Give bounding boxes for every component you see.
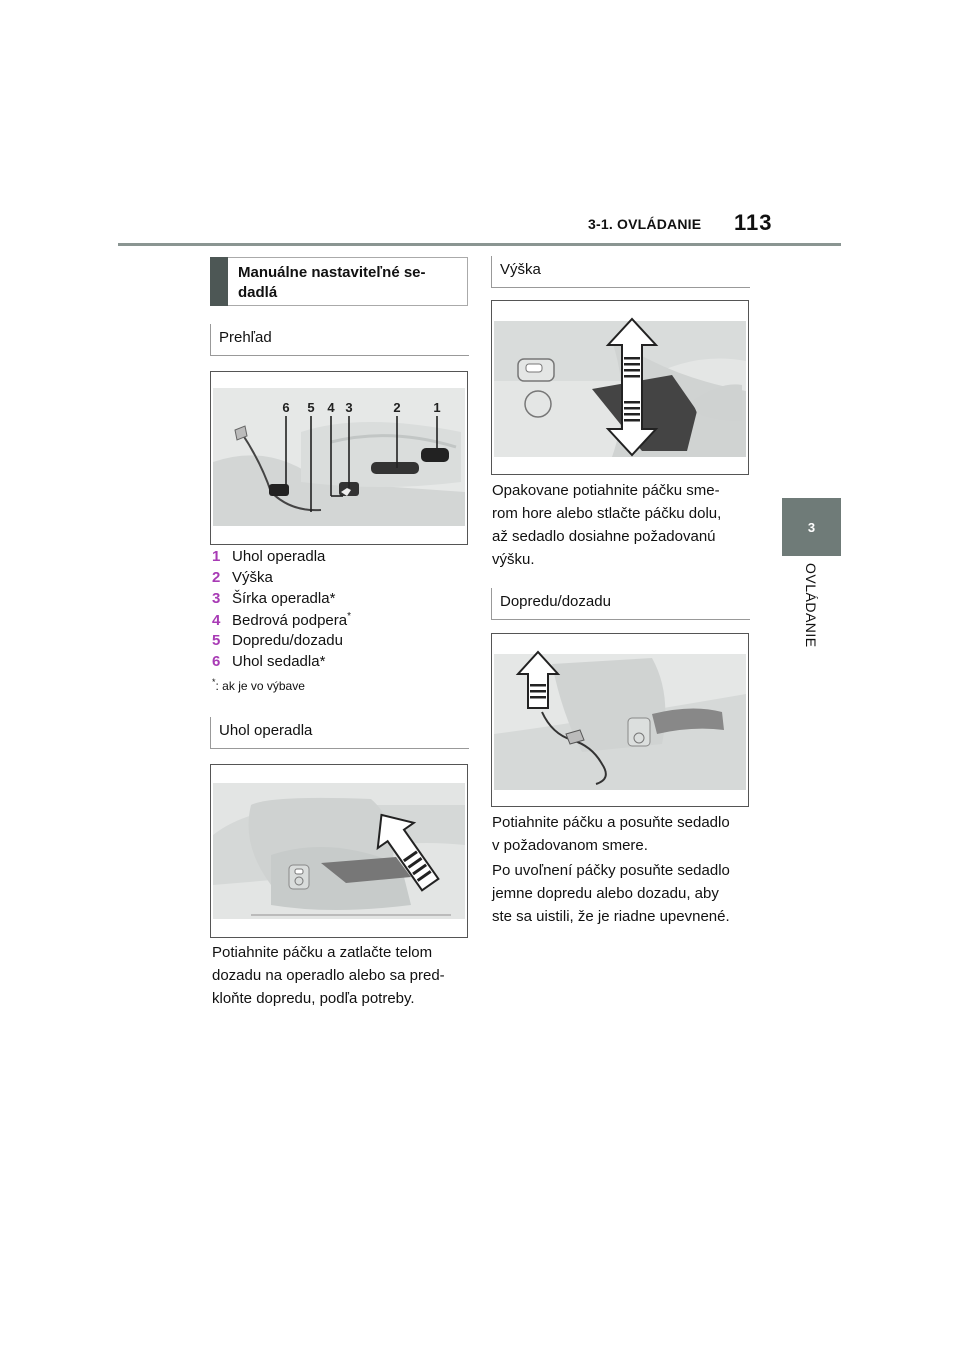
fore-aft-instructions-1: Potiahnite páčku a posuňte sedadlo v požadovanom smere. bbox=[492, 814, 730, 854]
list-item: 3 Šírka operadla* bbox=[212, 590, 336, 607]
backrest-heading-text: Uhol operadla bbox=[219, 722, 313, 739]
height-heading bbox=[491, 256, 750, 288]
page-number: 113 bbox=[734, 210, 773, 235]
list-item: 1 Uhol operadla bbox=[212, 548, 326, 565]
main-heading bbox=[210, 257, 468, 306]
backrest-heading bbox=[210, 717, 469, 749]
height-heading-text: Výška bbox=[500, 261, 541, 278]
list-item: 4 Bedrová podpera* bbox=[212, 611, 351, 629]
section-title: 3-1. OVLÁDANIE bbox=[588, 216, 702, 232]
seat-overview-image bbox=[210, 371, 468, 545]
callout-4: 4 bbox=[327, 400, 335, 415]
callout-1: 1 bbox=[433, 400, 441, 415]
callout-5: 5 bbox=[307, 400, 315, 415]
chapter-tab-label: OVLÁDANIE bbox=[803, 563, 819, 648]
overview-heading bbox=[210, 324, 469, 356]
backrest-instructions: Potiahnite páčku a zatlačte telom dozadu na operadlo alebo sa pred- kloňte dopredu, podľa potreby. bbox=[212, 944, 445, 1007]
list-item: 5 Dopredu/dozadu bbox=[212, 632, 343, 649]
height-instructions: Opakovane potiahnite páčku sme- rom hore alebo stlačte páčku dolu, až sedadlo dosiahne požadovanú výšku. bbox=[492, 482, 722, 568]
callout-3: 3 bbox=[345, 400, 353, 415]
fore-aft-instructions-2: Po uvoľnení páčky posuňte sedadlo jemne dopredu alebo dozadu, aby ste sa uistili, že je riadne upevnené. bbox=[492, 862, 730, 925]
fore-aft-heading bbox=[491, 588, 750, 620]
height-image bbox=[491, 300, 749, 475]
header-rule bbox=[118, 243, 841, 246]
list-item: 6 Uhol sedadla* bbox=[212, 653, 326, 670]
backrest-image bbox=[210, 764, 468, 938]
callout-6: 6 bbox=[282, 400, 290, 415]
fore-aft-heading-text: Dopredu/dozadu bbox=[500, 593, 611, 610]
chapter-tab-number: 3 bbox=[807, 520, 816, 535]
heading-bar bbox=[210, 257, 228, 306]
list-item: 2 Výška bbox=[212, 569, 273, 586]
overview-heading-text: Prehľad bbox=[219, 329, 272, 346]
fore-aft-image bbox=[491, 633, 749, 807]
footnote: *: ak je vo výbave bbox=[212, 677, 305, 693]
main-heading-text: Manuálne nastaviteľné se- dadlá bbox=[238, 264, 426, 301]
callout-2: 2 bbox=[393, 400, 401, 415]
chapter-tab[interactable] bbox=[782, 498, 841, 556]
